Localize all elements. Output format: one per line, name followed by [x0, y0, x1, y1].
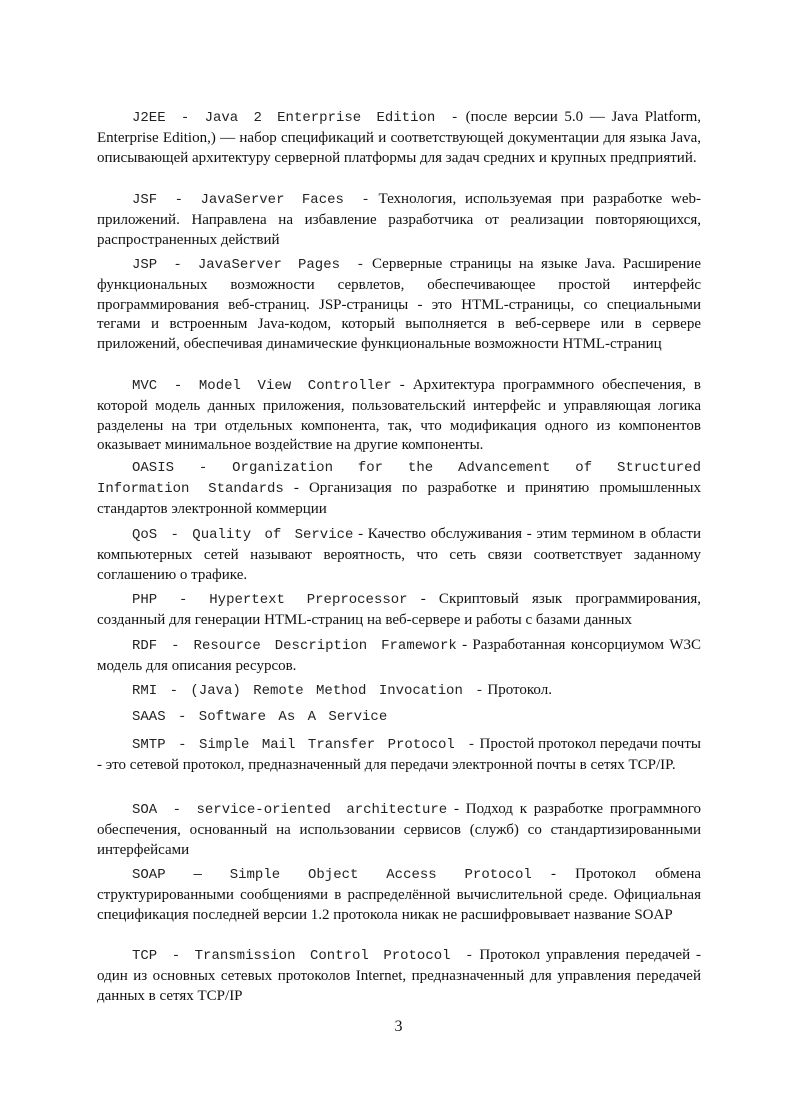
- glossary-entry: [97, 458, 701, 519]
- entry-description: Серверные страницы на языке Java. Расширение функциональных возможности сервлетов, обеспечивающее простой интерфейс программирования веб-страниц. JSP-страницы - это HTML-страницы, со специальными тегами и встроенным Java-кодом, который выполняется в веб-сервере или в сервере приложений, обеспечивая динамические функциональные возможности HTML-страниц: [97, 256, 701, 353]
- entry-term: RDF - Resource Description Framework: [132, 638, 457, 654]
- entry-term: JSP - JavaServer Pages -: [132, 257, 365, 273]
- entry-term: J2EE - Java 2 Enterprise Edition -: [132, 110, 459, 126]
- entry-term: JSF - JavaServer Faces -: [132, 192, 370, 208]
- entry-term: OASIS - Organization for the Advancement of Structured Information Standards: [97, 460, 701, 497]
- entry-description: - Качество обслуживания - этим термином в области компьютерных сетей называют вероятность, что сеть связи соответствует заданному соглашению о трафике.: [97, 526, 701, 583]
- entry-term: QoS - Quality of Service: [132, 527, 354, 543]
- entry-description: - Скриптовый язык программирования, созданный для генерации HTML-страниц на веб-сервере и работы с базами данных: [97, 591, 701, 628]
- glossary-entry: [97, 636, 701, 677]
- glossary-entry: [97, 865, 701, 925]
- entry-description: - Протокол обмена структурированными сообщениями в распределённой вычислительной среде. Официальная спецификация последней версии 1.2 протокола никак не расшифровывает название SOAP: [97, 866, 701, 923]
- entry-description: Протокол.: [483, 682, 552, 698]
- entry-term: SMTP - Simple Mail Transfer Protocol -: [132, 737, 476, 753]
- entry-description: - Подход к разработке программного обеспечения, основанный на использовании сервисов (служб) со стандартизированными интерфейсами: [97, 801, 701, 858]
- glossary-entry: [97, 108, 701, 168]
- glossary-entry: [97, 800, 701, 860]
- glossary-entry: [97, 681, 701, 702]
- glossary-entry: [97, 735, 701, 776]
- entry-term: SAAS - Software As A Service: [132, 709, 388, 725]
- glossary-entry: [97, 525, 701, 585]
- entry-term: TCP - Transmission Control Protocol -: [132, 948, 474, 964]
- entry-term: RMI - (Java) Remote Method Invocation -: [132, 683, 484, 699]
- entry-description: - Организация по разработке и принятию промышленных стандартов электронной коммерции: [97, 479, 701, 517]
- glossary-entry: [97, 255, 701, 355]
- glossary-entry: [97, 946, 701, 1006]
- entry-description: Простой протокол передачи почты - это сетевой протокол, предназначенный для передачи электронной почты в сетях TCP/IP.: [97, 736, 701, 773]
- glossary-entry: [97, 590, 701, 631]
- entry-description: (после версии 5.0 — Java Platform, Enterprise Edition,) — набор спецификаций и соответствующей документации для языка Java, описывающей архитектуру серверной платформы для задач средних и крупных предприятий.: [97, 109, 701, 166]
- entry-description: - Архитектура программного обеспечения, в которой модель данных приложения, пользовательский интерфейс и управляющая логика разделены на три отдельных компонента, так, что модификация одного из компонентов оказывает минимальное воздействие на другие компоненты.: [97, 377, 701, 454]
- glossary-entry: [97, 707, 701, 728]
- entry-description: - Разработанная консорциумом W3C модель для описания ресурсов.: [97, 637, 701, 674]
- entry-description: Технология, используемая при разработке web-приложений. Направлена на избавление разработчика от реализации повторяющихся, распространенных действий: [97, 191, 701, 248]
- entry-term: SOAP — Simple Object Access Protocol: [132, 867, 532, 883]
- entry-term: SOA - service-oriented architecture: [132, 802, 448, 818]
- entry-term: MVC - Model View Controller: [132, 378, 392, 394]
- entry-description: Протокол управления передачей - один из основных сетевых протоколов Internet, предназначенный для управления передачей данных в сетях TCP/IP: [97, 947, 701, 1004]
- glossary-entry: [97, 190, 701, 250]
- entry-term: PHP - Hypertext Preprocessor: [132, 592, 408, 608]
- glossary-entry: [97, 376, 701, 456]
- page-number: 3: [394, 1018, 403, 1035]
